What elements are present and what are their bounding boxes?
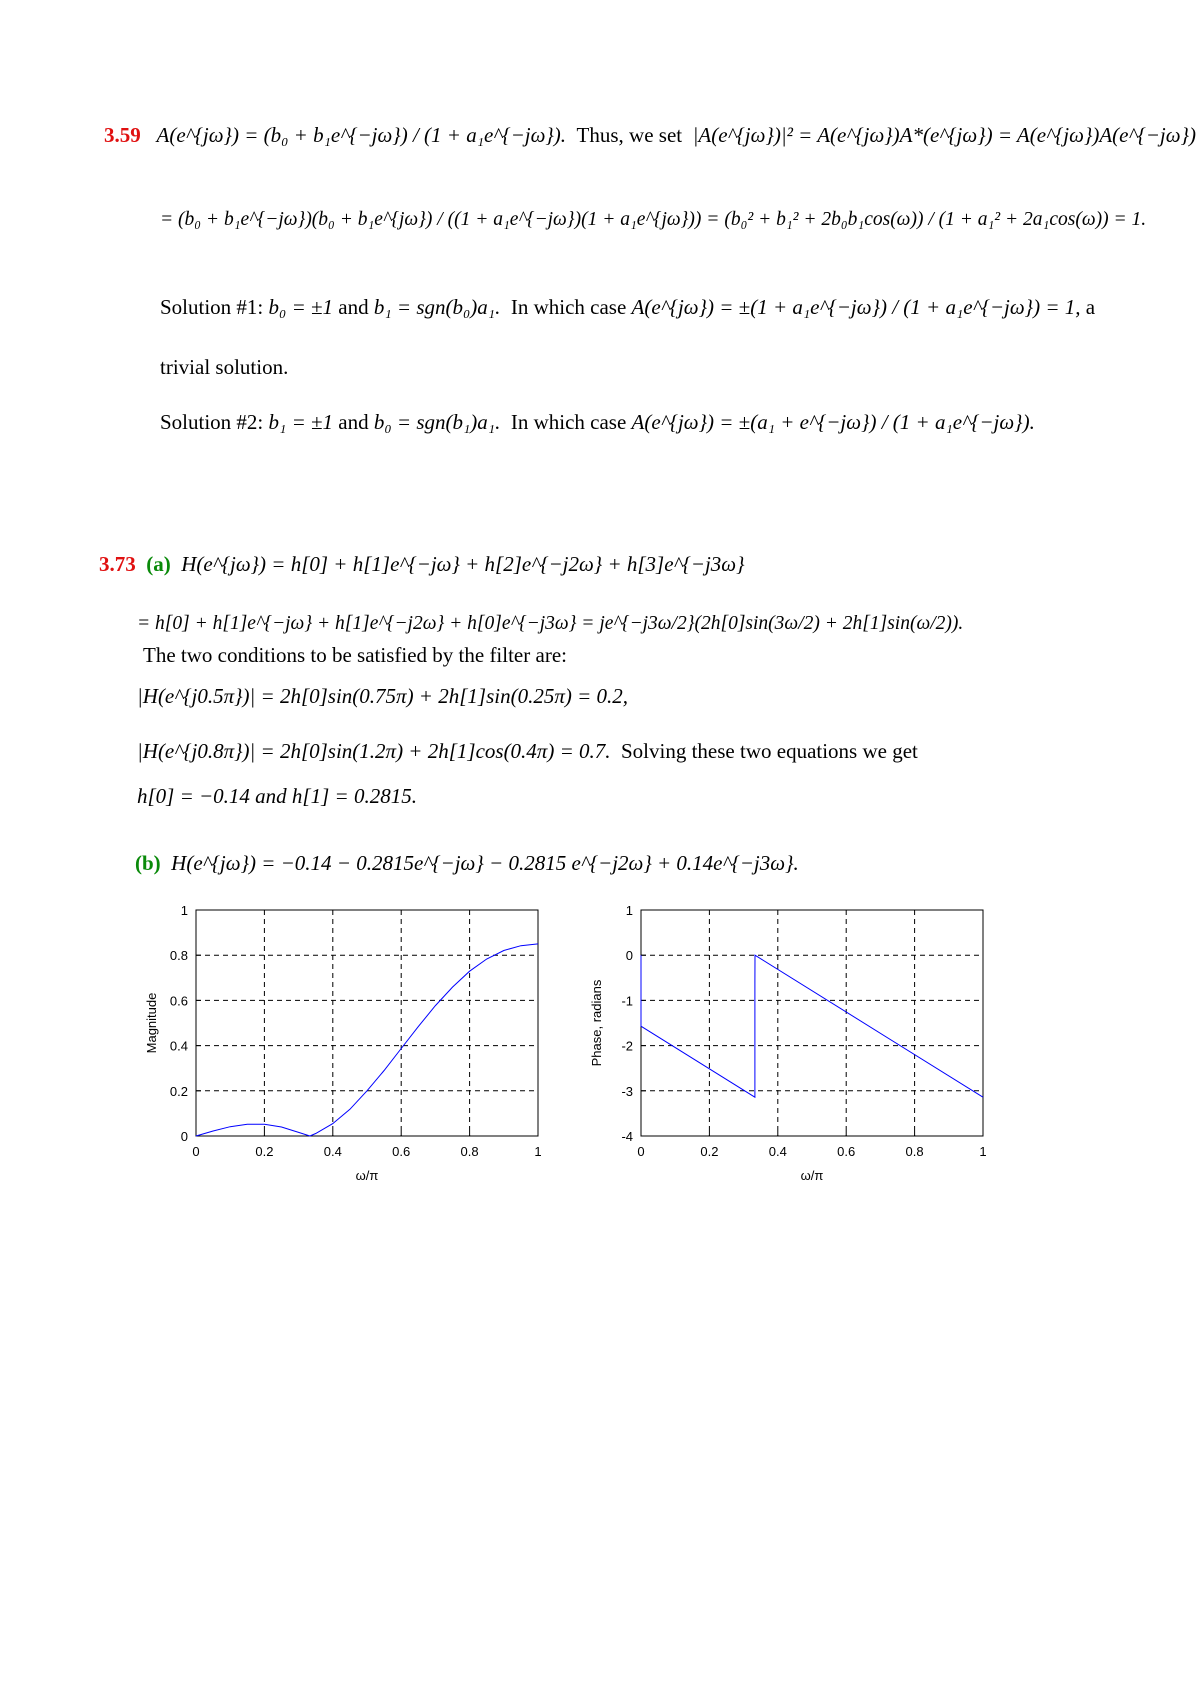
solution-label: Solution #2: [160,410,264,434]
problem-359-line1 [104,123,1196,148]
y-axis-label: Phase, radians [589,979,604,1067]
equation: b₀ = sgn(b₁)a₁. [373,410,501,434]
y-tick-label: 1 [625,903,633,918]
y-tick-label: 0.4 [169,1038,188,1054]
y-tick-label: -4 [621,1129,633,1144]
problem-number: 3.59 [104,123,141,147]
equation: A(e^{jω}) = ±(a₁ + e^{−jω}) / (1 + a₁e^{−jω}). [631,410,1035,434]
x-tick-label: 0.6 [392,1144,411,1159]
solution-label: Solution #1: [160,295,264,319]
magnitude-plot [130,895,550,1195]
series-line [641,955,983,1097]
plot-frame [641,910,983,1136]
problem-373-part-b [135,851,799,876]
phase-plot [575,895,995,1195]
body-text: a [1085,295,1096,319]
problem-373-text [143,643,567,668]
body-text: Thus, we set [576,123,683,147]
x-tick-label: 0.4 [323,1144,342,1159]
x-tick-label: 0 [192,1144,200,1159]
equation: |H(e^{j0.5π})| = 2h[0]sin(0.75π) + 2h[1]sin(0.25π) = 0.2, [137,684,629,708]
x-tick-label: 0.8 [460,1144,479,1159]
x-axis-label: ω/π [800,1168,824,1183]
part-label: (a) [146,552,171,576]
y-tick-label: -2 [621,1038,633,1054]
x-tick-label: 1 [534,1144,542,1159]
body-text: Solving these two equations we get [621,739,918,763]
y-tick-label: -3 [621,1083,633,1099]
part-label: (b) [135,851,161,875]
y-tick-label: 0 [625,948,633,964]
x-tick-label: 0.4 [768,1144,787,1159]
problem-359-solution1-cont [160,355,288,380]
y-tick-label: 0 [180,1129,188,1144]
problem-number: 3.73 [99,552,136,576]
problem-373-condition2 [137,739,918,764]
problem-373-condition1 [137,684,628,709]
series-line [196,944,538,1136]
problem-359-line2 [160,208,1146,231]
equation: H(e^{jω}) = h[0] + h[1]e^{−jω} + h[2]e^{−j2ω} + h[3]e^{−j3ω} [181,552,745,576]
y-tick-label: 0.2 [169,1083,188,1099]
equation: b₁ = ±1 [268,410,334,434]
x-tick-label: 0.8 [905,1144,924,1159]
body-text: and [338,295,369,319]
equation: A(e^{jω}) = (b₀ + b₁e^{−jω}) / (1 + a₁e^{−jω}). [156,123,567,147]
x-tick-label: 0.2 [700,1144,719,1159]
problem-373-line1 [99,552,745,577]
problem-373-line2 [137,612,963,635]
x-tick-label: 0.2 [255,1144,274,1159]
y-tick-label: -1 [621,993,633,1009]
problem-373-result [137,784,417,809]
equation: A(e^{jω}) = ±(1 + a₁e^{−jω}) / (1 + a₁e^{−jω}) = 1, [631,295,1081,319]
y-axis-label: Magnitude [144,992,159,1054]
y-tick-label: 1 [180,903,188,918]
plot-frame [196,910,538,1136]
equation: |H(e^{j0.8π})| = 2h[0]sin(1.2π) + 2h[1]cos(0.4π) = 0.7. [137,739,611,763]
body-text: In which case [510,295,627,319]
body-text: The two conditions to be satisfied by the filter are: [143,643,567,667]
equation: b₀ = ±1 [268,295,334,319]
equation: = h[0] + h[1]e^{−jω} + h[1]e^{−j2ω} + h[0]e^{−j3ω} = je^{−j3ω/2}(2h[0]sin(3ω/2) + 2h[1]sin(ω/2)). [137,613,964,634]
y-tick-label: 0.8 [169,948,188,964]
x-axis-label: ω/π [355,1168,379,1183]
equation: b₁ = sgn(b₀)a₁. [373,295,501,319]
x-tick-label: 1 [979,1144,987,1159]
body-text: and [338,410,369,434]
equation: h[0] = −0.14 and h[1] = 0.2815. [137,784,417,808]
body-text: trivial solution. [160,355,289,379]
equation: = (b₀ + b₁e^{−jω})(b₀ + b₁e^{jω}) / ((1 + a₁e^{−jω})(1 + a₁e^{jω})) = (b₀² + b₁² + 2b₀b₁cos(ω)) / (1 + a₁² + 2a₁cos(ω)) = 1. [160,209,1147,230]
y-tick-label: 0.6 [169,993,188,1009]
problem-359-solution1 [160,295,1095,320]
equation: |A(e^{jω})|² = A(e^{jω})A*(e^{jω}) = A(e^{jω})A(e^{−jω}) [692,123,1196,147]
x-tick-label: 0.6 [837,1144,856,1159]
x-tick-label: 0 [637,1144,645,1159]
equation: H(e^{jω}) = −0.14 − 0.2815e^{−jω} − 0.2815 e^{−j2ω} + 0.14e^{−j3ω}. [171,851,799,875]
body-text: In which case [510,410,627,434]
problem-359-solution2 [160,410,1035,435]
